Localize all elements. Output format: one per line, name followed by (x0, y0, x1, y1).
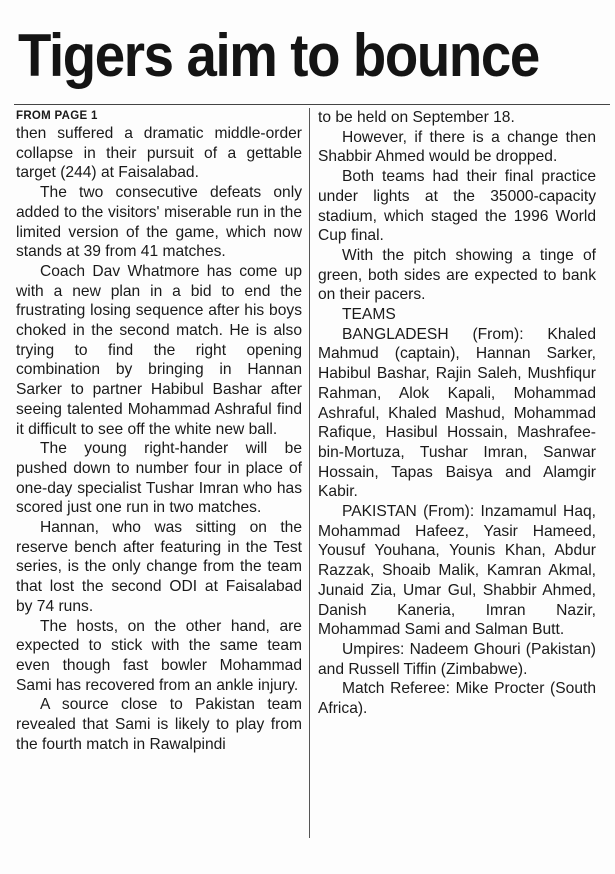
continued-from-label: FROM PAGE 1 (16, 110, 98, 122)
paragraph: A source close to Pakistan team revealed that Sami is likely to play from the fourth match in Rawalpindi (16, 696, 302, 753)
paragraph: Coach Dav Whatmore has come up with a new plan in a bid to end the frustrating losing sequence after his boys choked in the second match. He is also trying to find the right opening combination by bringing in Hannan Sarker to partner Habibul Bashar after seeing talented Mohammad Ashraful find it difficult to see off the white new ball. (16, 262, 302, 438)
paragraph: The two consecutive defeats only added to the visitors' miserable run in the limited version of the game, which now stands at 39 from 41 matches. (16, 184, 302, 261)
headline: Tigers aim to bounce (18, 22, 539, 89)
paragraph: then suffered a dramatic middle-order collapse in their pursuit of a gettable target (244) at Faisalabad. (16, 125, 302, 182)
umpires: Umpires: Nadeem Ghouri (Pakistan) and Russell Tiffin (Zimbabwe). (318, 640, 596, 678)
pakistan-squad: PAKISTAN (From): Inzamamul Haq, Mohammad Hafeez, Yasir Hameed, Yousuf Youhana, Younis Khan, Abdur Razzak, Shoaib Malik, Kamran Akmal, Junaid Zia, Umar Gul, Shabbir Ahmed, Danish Kaneria, Imran Nazir, Mohammad Sami and Salman Butt. (318, 503, 596, 639)
paragraph: Hannan, who was sitting on the reserve bench after featuring in the Test series, is the only change from the team that lost the second ODI at Faisalabad by 74 runs. (16, 519, 302, 615)
paragraph: The hosts, on the other hand, are expected to stick with the same team even though fast bowler Mohammad Sami has recovered from an ankle injury. (16, 617, 302, 694)
match-referee: Match Referee: Mike Procter (South Africa). (318, 680, 596, 718)
paragraph: Both teams had their final practice under lights at the 35000-capacity stadium, which staged the 1996 World Cup final. (318, 168, 596, 245)
teams-heading: TEAMS (342, 306, 396, 324)
paragraph: to be held on September 18. (318, 109, 515, 126)
right-column (318, 108, 596, 719)
paragraph: The young right-hander will be pushed down to number four in place of one-day specialist Tushar Imran who has scored just one run in two matches. (16, 440, 302, 517)
bangladesh-squad: BANGLADESH (From): Khaled Mahmud (captain), Hannan Sarker, Habibul Bashar, Rajin Saleh, Mushfiqur Rahman, Alok Kapali, Mohammad Ashraful, Khaled Mashud, Mohammad Rafique, Hasibul Hossain, Mashrafee-bin-Mortuza, Tushar Imran, Sanwar Hossain, Tapas Baisya and Alamgir Kabir. (318, 325, 596, 501)
paragraph: However, if there is a change then Shabbir Ahmed would be dropped. (318, 128, 596, 166)
left-column (16, 108, 302, 755)
headline-rule (14, 104, 610, 105)
column-divider (309, 108, 310, 838)
paragraph: With the pitch showing a tinge of green, both sides are expected to bank on their pacers. (318, 246, 596, 304)
